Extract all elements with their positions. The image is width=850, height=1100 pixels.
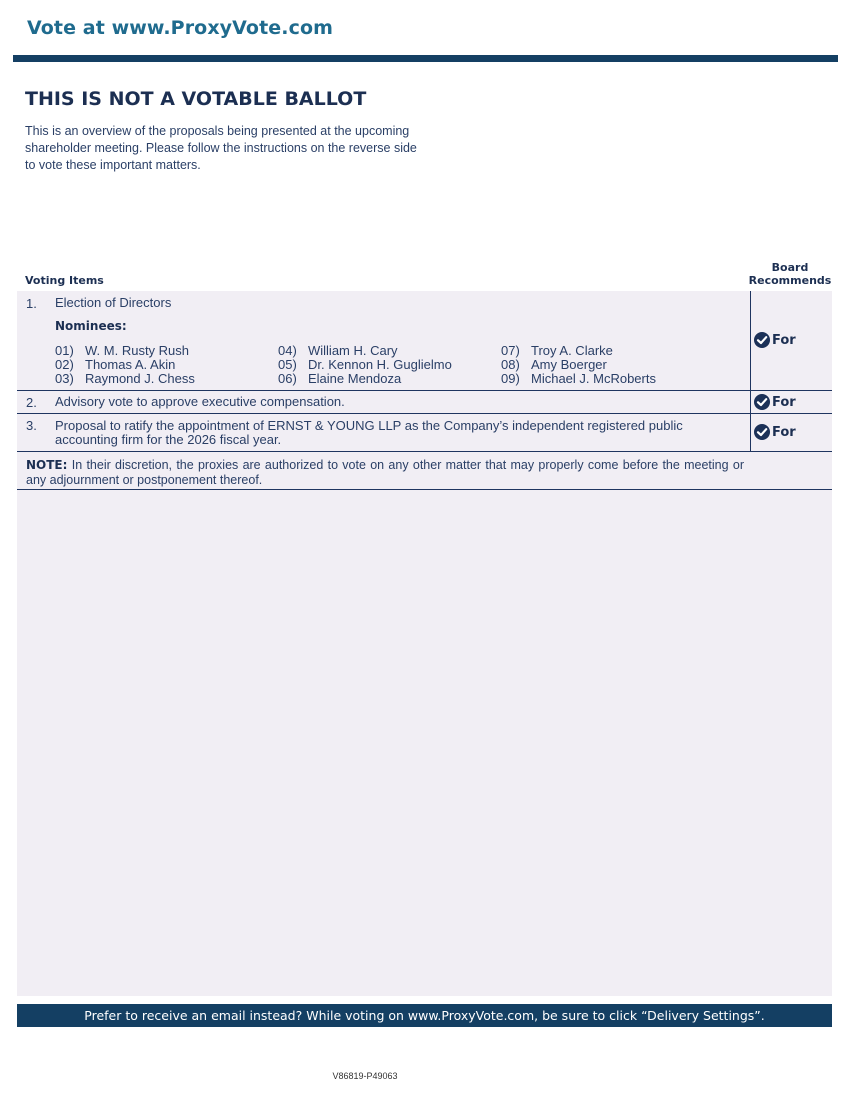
nominee-name: W. M. Rusty Rush	[85, 343, 190, 358]
item-text: Proposal to ratify the appointment of ERNST & YOUNG LLP as the Company’s independent registered public accounting firm for the 2026 fiscal year.	[55, 418, 683, 447]
note-label: NOTE:	[26, 458, 68, 472]
nominee-number: 09)	[501, 371, 520, 386]
nominee	[501, 343, 613, 358]
board-recommendation-cell	[750, 414, 833, 451]
voting-item-1	[17, 291, 832, 391]
recommendation-label: For	[772, 332, 796, 348]
nominee	[278, 357, 452, 372]
item-text: Advisory vote to approve executive compensation.	[55, 394, 345, 409]
voting-item-2	[17, 391, 832, 414]
nominee	[278, 371, 401, 386]
nominee-name: Thomas A. Akin	[85, 357, 176, 372]
nominee-number: 07)	[501, 343, 520, 358]
nominee	[501, 357, 607, 372]
document-code: V86819-P49063	[332, 1071, 398, 1081]
nominee-name: Raymond J. Chess	[85, 371, 195, 386]
check-circle-icon	[754, 332, 770, 348]
intro-text: This is an overview of the proposals being presented at the upcoming shareholder meeting. Please follow the instructions on the reverse side to vote these important matters.	[25, 124, 417, 172]
header-rule	[13, 55, 838, 62]
item-number: 1.	[26, 296, 37, 311]
nominee	[55, 357, 175, 372]
recommendation-label: For	[772, 394, 796, 410]
page-title: THIS IS NOT A VOTABLE BALLOT	[25, 88, 367, 110]
board-recommends-line2: Recommends	[748, 274, 832, 287]
nominee	[55, 371, 195, 386]
nominee-number: 05)	[278, 357, 297, 372]
nominee	[501, 371, 656, 386]
item-number: 2.	[26, 395, 37, 410]
note-body: In their discretion, the proxies are authorized to vote on any other matter that may properly come before the meeting or any adjournment or postponement thereof.	[26, 458, 744, 487]
board-recommendation	[754, 332, 796, 348]
nominee	[278, 343, 398, 358]
nominee-name: William H. Cary	[308, 343, 398, 358]
nominee-name: Amy Boerger	[531, 357, 607, 372]
nominees-label: Nominees:	[55, 319, 127, 333]
vote-url-title: Vote at www.ProxyVote.com	[27, 17, 333, 39]
item-number: 3.	[26, 418, 37, 433]
recommendation-label: For	[772, 424, 796, 440]
board-recommendation	[754, 424, 796, 440]
voting-item-3	[17, 414, 832, 452]
board-recommends-line1: Board	[771, 261, 809, 274]
board-recommendation-cell	[750, 391, 833, 413]
check-circle-icon	[754, 424, 770, 440]
nominee-name: Dr. Kennon H. Guglielmo	[308, 357, 452, 372]
nominee-number: 03)	[55, 371, 74, 386]
footer-delivery-settings-bar: Prefer to receive an email instead? While voting on www.ProxyVote.com, be sure to click “Delivery Settings”.	[17, 1004, 832, 1027]
nominee-number: 01)	[55, 343, 74, 358]
note-text	[26, 458, 744, 487]
nominee-number: 04)	[278, 343, 297, 358]
nominee-number: 06)	[278, 371, 297, 386]
nominee-number: 08)	[501, 357, 520, 372]
nominee-name: Elaine Mendoza	[308, 371, 402, 386]
nominee-name: Michael J. McRoberts	[531, 371, 656, 386]
note-row	[17, 452, 832, 490]
board-recommends-header	[748, 261, 832, 287]
board-recommendation	[754, 394, 796, 410]
item-text: Election of Directors	[55, 295, 172, 310]
check-circle-icon	[754, 394, 770, 410]
nominee	[55, 343, 189, 358]
voting-items-header: Voting Items	[25, 274, 104, 287]
nominee-number: 02)	[55, 357, 74, 372]
board-recommendation-cell	[750, 291, 833, 390]
nominee-name: Troy A. Clarke	[531, 343, 613, 358]
